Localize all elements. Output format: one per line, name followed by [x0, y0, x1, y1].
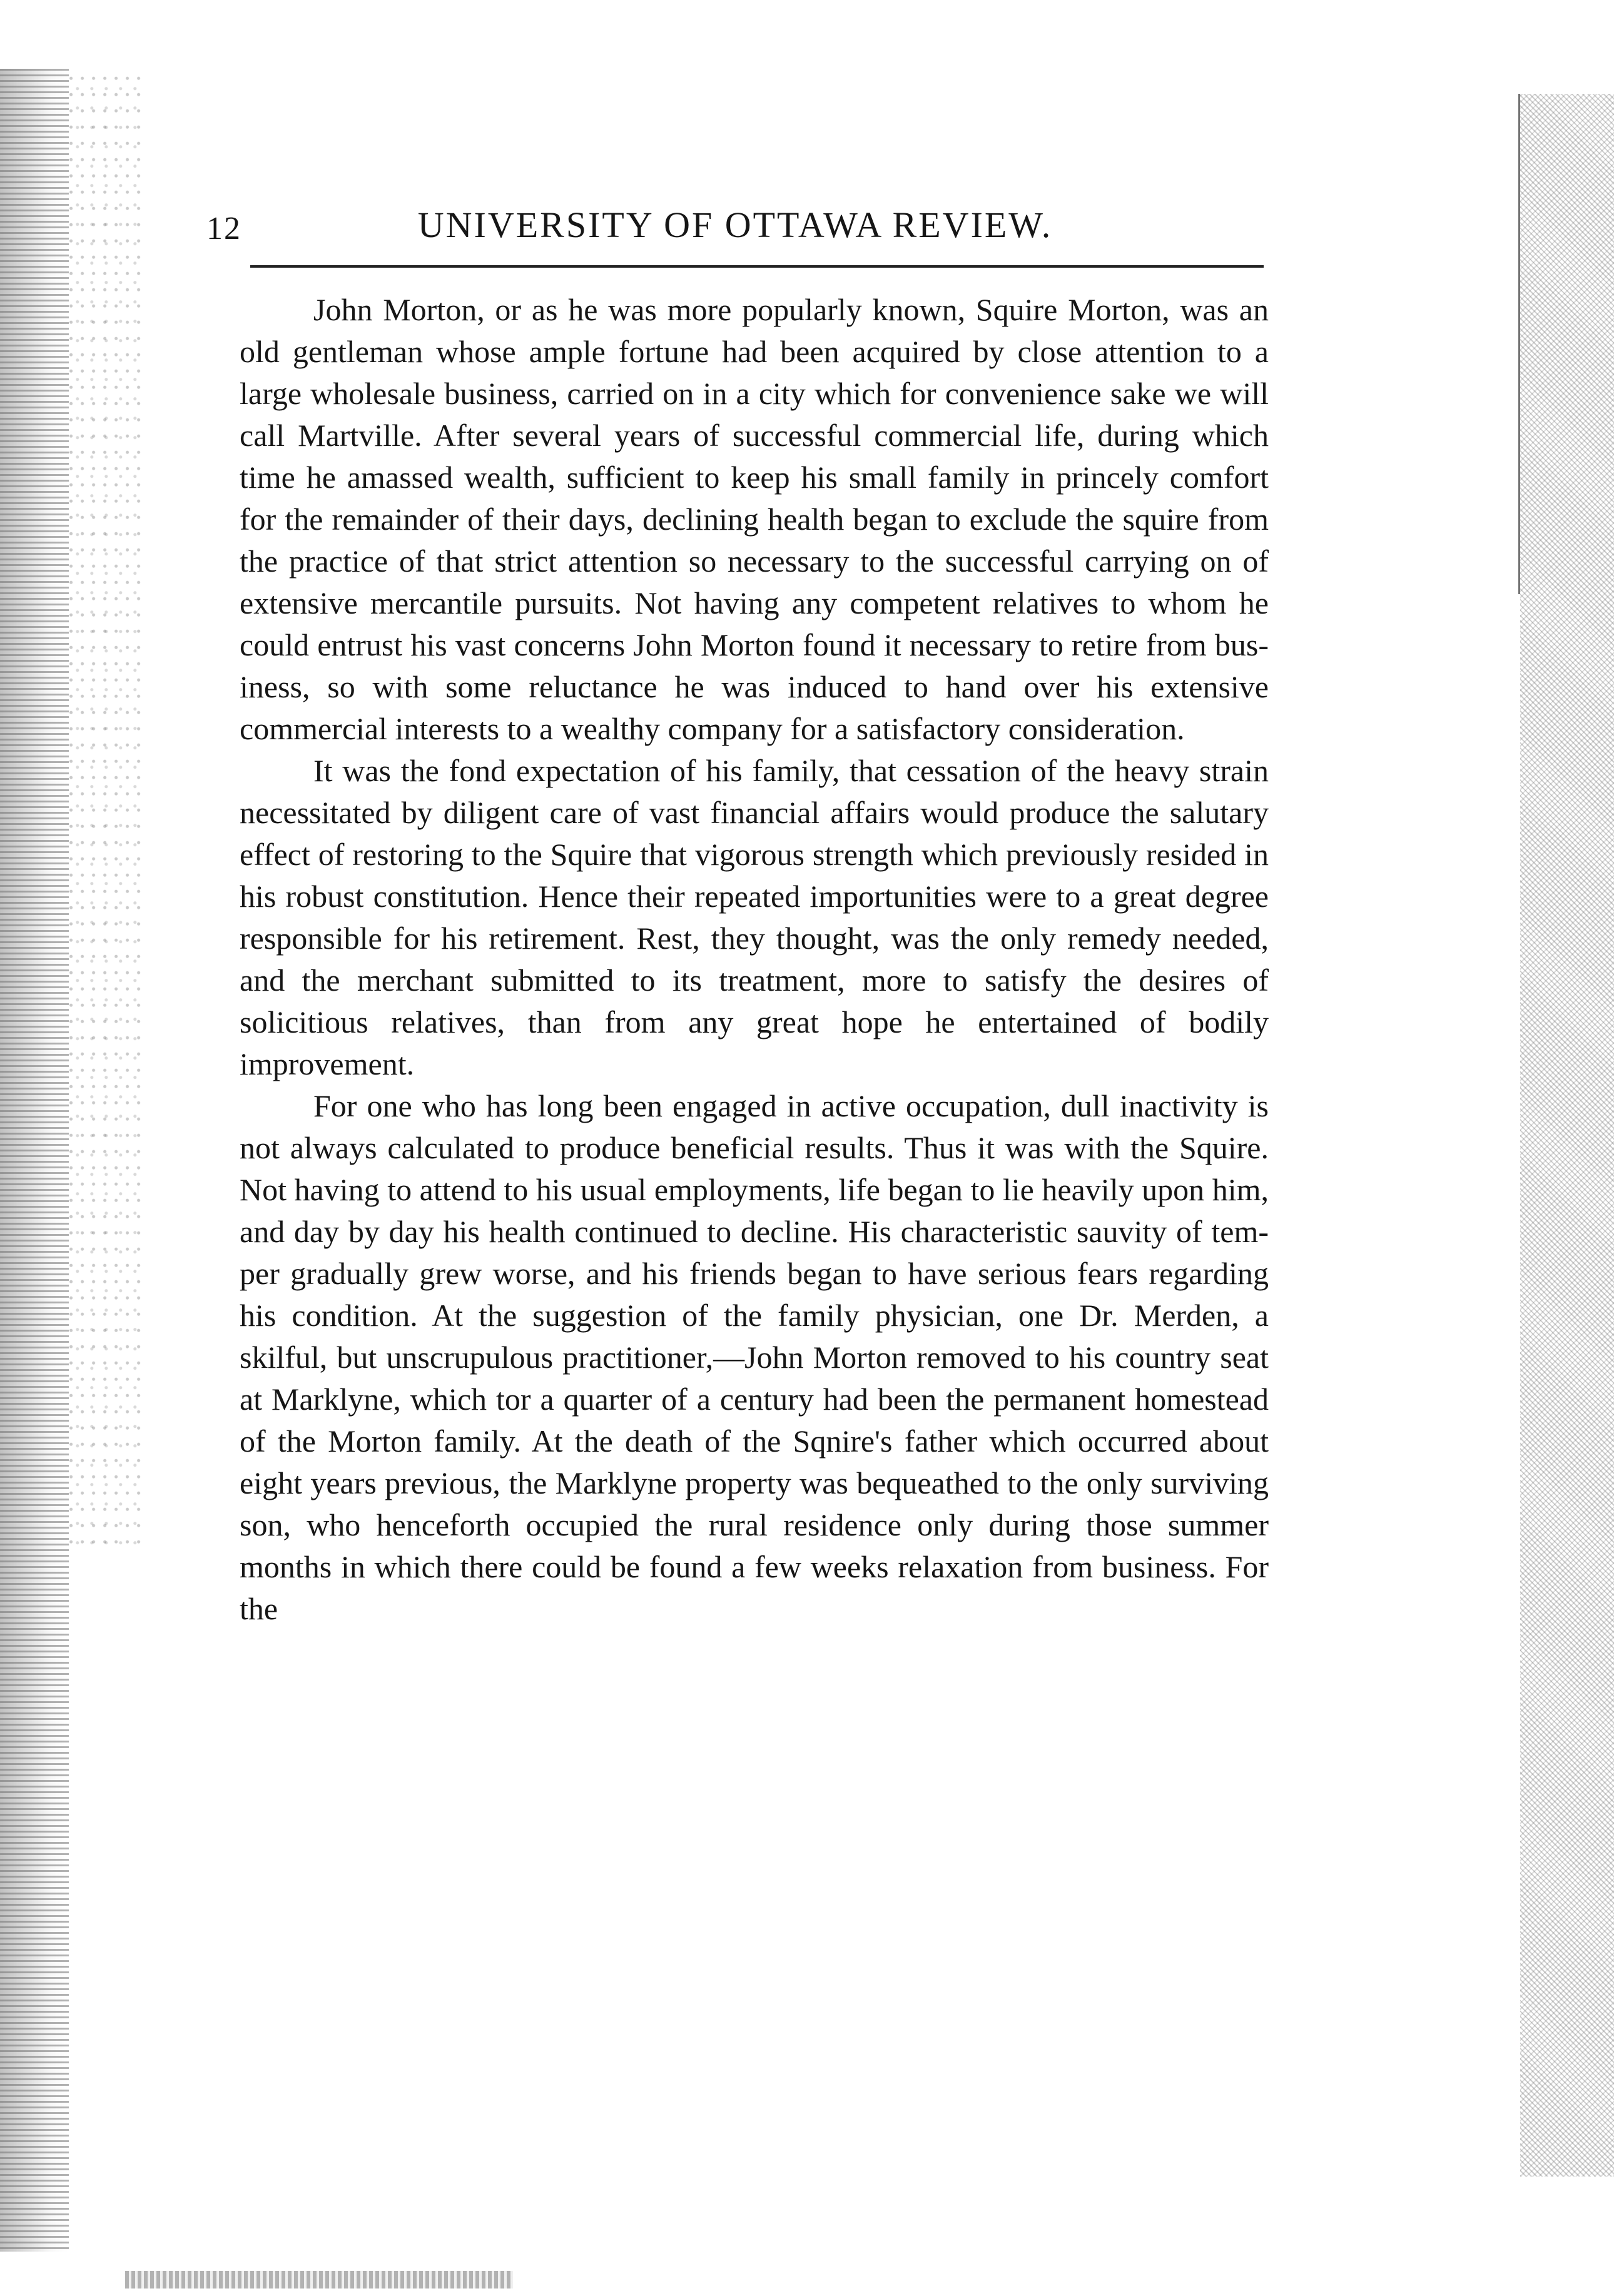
- header-rule: [250, 265, 1264, 268]
- paragraph: It was the fond expectation of his family, that cessation of the heavy strain necessitated by diligent care of vast financial affairs would produce the salutary effect of restoring to the Squire that vigorous strength which previously resided in his robust constitution. Hence their repeated importunities were to a great degree responsible for his retirement. Rest, they thought, was the only remedy needed, and the merchant submitted to its treatment, more to satisfy the desires of solicitious relatives, than from any great hope he entertained of bodily improvement.: [240, 753, 1269, 1081]
- scan-edge-left: [0, 69, 69, 2252]
- scan-edge-right-line: [1518, 94, 1520, 594]
- scan-edge-right: [1520, 94, 1614, 2177]
- page-number: 12: [206, 211, 241, 246]
- scan-speckles-left: [69, 75, 144, 1545]
- page-header: [206, 199, 1264, 261]
- running-title: UNIVERSITY OF OTTAWA REVIEW.: [417, 205, 1053, 245]
- scan-edge-bottom: [125, 2271, 513, 2288]
- article-body: [240, 289, 1269, 1630]
- paragraph: For one who has long been engaged in active occupation, dull inactivity is not always calculated to produce beneficial results. Thus it was with the Squire. Not having to attend to his usual employments, life began to lie heavily upon him, and day by day his health continued to decline. His characteristic sauvity of temper gradually grew worse, and his friends began to have serious fears regarding his condition. At the suggestion of the family physician, one Dr. Merden, a skilful, but unscrupulous practitioner,—John Morton removed to his country seat at Marklyne, which tor a quarter of a century had been the permanent homestead of the Morton family. At the death of the Sqnire's father which occurred about eight years previous, the Marklyne property was bequeathed to the only surviving son, who henceforth occupied the rural residence only during those summer months in which there could be found a few weeks relaxation from business. For the: [240, 1088, 1269, 1626]
- paragraph: John Morton, or as he was more popularly known, Squire Morton, was an old gentleman whose ample fortune had been acquired by close attention to a large wholesale business, carried on in a city which for convenience sake we will call Martville. After several years of successful commercial life, during which time he amassed wealth, sufficient to keep his small family in princely comfort for the remainder of their days, declining health began to exclude the squire from the practice of that strict attention so necessary to the successful carrying on of extensive mercantile pursuits. Not having any competent relatives to whom he could entrust his vast concerns John Morton found it necessary to retire from business, so with some reluctance he was induced to hand over his extensive commercial interests to a wealthy company for a satisfactory consideration.: [240, 292, 1269, 746]
